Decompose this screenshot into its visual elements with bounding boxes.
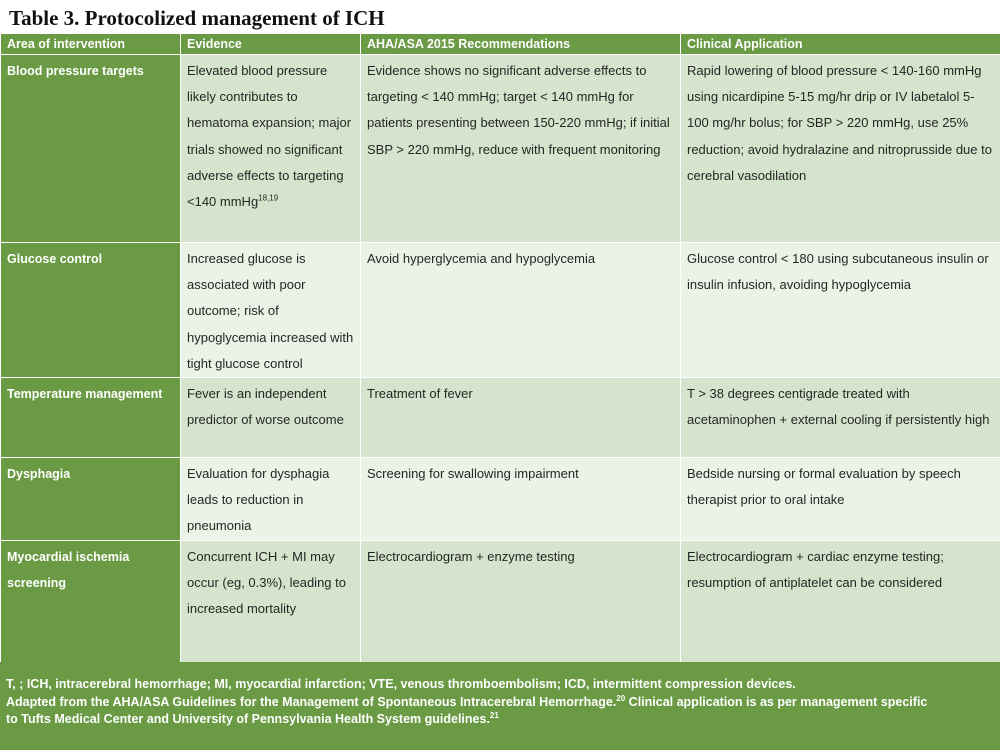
row-area: Glucose control (1, 243, 181, 378)
adapted-suffix: Clinical application is as per management specific (625, 694, 928, 709)
citation-ref: 21 (489, 710, 499, 720)
abbreviations-line: T, ; ICH, intracerebral hemorrhage; MI, myocardial infarction; VTE, venous thromboembolism; ICD, intermittent compression devices. (6, 677, 796, 691)
row-evidence: Evaluation for dysphagia leads to reduction in pneumonia (181, 458, 361, 541)
citation-ref: 18,19 (258, 193, 279, 203)
row-evidence: Concurrent ICH + MI may occur (eg, 0.3%), leading to increased mortality (181, 540, 361, 666)
row-area: Myocardial ischemia screening (1, 540, 181, 666)
row-recommendation: Treatment of fever (361, 378, 681, 458)
table-footnote (0, 662, 1000, 750)
guidelines-line (6, 711, 994, 729)
table-title: Table 3. Protocolized management of ICH (9, 6, 385, 30)
row-evidence: Increased glucose is associated with poor outcome; risk of hypoglycemia increased with tight glucose control (181, 243, 361, 378)
header-row (1, 34, 1000, 55)
row-area: Temperature management (1, 378, 181, 458)
row-application: Glucose control < 180 using subcutaneous insulin or insulin infusion, avoiding hypoglycemia (681, 243, 1000, 378)
row-recommendation: Evidence shows no significant adverse effects to targeting < 140 mmHg; target < 140 mmHg for patients presenting between 150-220 mmHg; if initial SBP > 220 mmHg, reduce with frequent monitoring (361, 55, 681, 243)
table-row (1, 540, 1000, 666)
row-evidence (181, 55, 361, 243)
row-application: Bedside nursing or formal evaluation by speech therapist prior to oral intake (681, 458, 1000, 541)
header-evidence: Evidence (181, 34, 361, 55)
header-clinical-application: Clinical Application (681, 34, 1000, 55)
management-table (0, 33, 1000, 667)
row-application: T > 38 degrees centigrade treated with acetaminophen + external cooling if persistently high (681, 378, 1000, 458)
row-application: Electrocardiogram + cardiac enzyme testing; resumption of antiplatelet can be considered (681, 540, 1000, 666)
adapted-prefix: Adapted from the AHA/ASA Guidelines for the Management of Spontaneous Intracerebral Hemorrhage. (6, 694, 617, 709)
row-recommendation: Screening for swallowing impairment (361, 458, 681, 541)
row-evidence: Fever is an independent predictor of worse outcome (181, 378, 361, 458)
evidence-text: Elevated blood pressure likely contributes to hematoma expansion; major trials showed no significant adverse effects to targeting <140 mmHg (187, 63, 352, 210)
table-row (1, 243, 1000, 378)
row-area: Blood pressure targets (1, 55, 181, 243)
header-recommendations: AHA/ASA 2015 Recommendations (361, 34, 681, 55)
guidelines-text: to Tufts Medical Center and University of Pennsylvania Health System guidelines. (6, 712, 490, 726)
row-recommendation: Avoid hyperglycemia and hypoglycemia (361, 243, 681, 378)
table-row (1, 378, 1000, 458)
table-row (1, 458, 1000, 541)
table-row (1, 55, 1000, 243)
row-area: Dysphagia (1, 458, 181, 541)
citation-ref: 20 (616, 693, 626, 703)
header-area: Area of intervention (1, 34, 181, 55)
adapted-line (6, 694, 994, 712)
row-application: Rapid lowering of blood pressure < 140-160 mmHg using nicardipine 5-15 mg/hr drip or IV labetalol 5-100 mg/hr bolus; for SBP > 220 mmHg, use 25% reduction; avoid hydralazine and nitroprusside due to cerebral vasodilation (681, 55, 1000, 243)
row-recommendation: Electrocardiogram + enzyme testing (361, 540, 681, 666)
